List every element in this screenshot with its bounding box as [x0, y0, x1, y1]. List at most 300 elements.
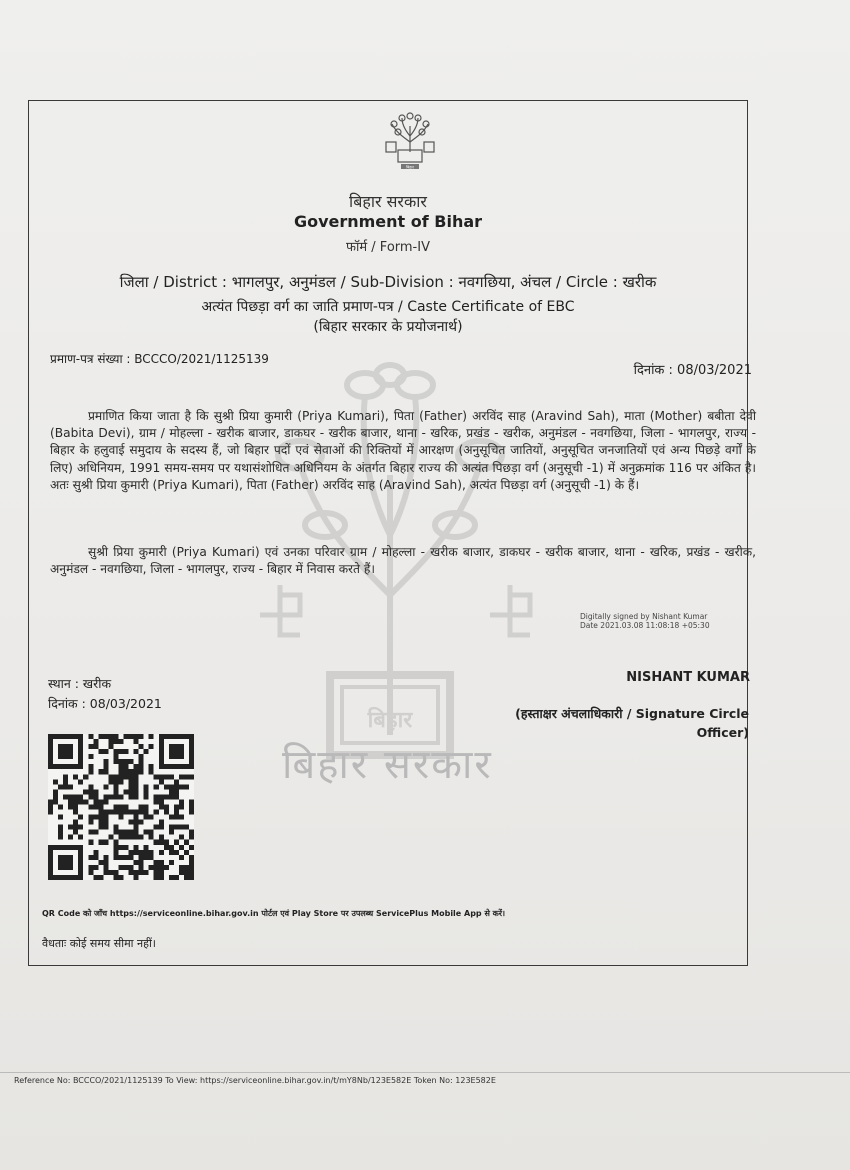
qr-module — [139, 865, 144, 870]
qr-module — [129, 870, 134, 875]
qr-module — [169, 794, 174, 799]
qr-module — [118, 830, 123, 835]
qr-module — [83, 799, 88, 804]
qr-module — [124, 769, 129, 774]
qr-module — [174, 850, 179, 855]
qr-module — [68, 804, 73, 809]
qr-module — [129, 855, 134, 860]
qr-module — [134, 774, 139, 779]
qr-module — [113, 845, 118, 850]
digital-signature-line2: Date 2021.03.08 11:08:18 +05:30 — [580, 621, 710, 630]
qr-module — [124, 835, 129, 840]
qr-module — [113, 825, 118, 830]
digital-signature-stamp — [580, 612, 710, 630]
qr-module — [134, 764, 139, 769]
qr-module — [139, 850, 144, 855]
qr-module — [139, 855, 144, 860]
place-label: स्थान : खरीक — [48, 676, 112, 691]
qr-module — [189, 830, 194, 835]
qr-module — [184, 825, 189, 830]
qr-module — [113, 870, 118, 875]
qr-module — [134, 769, 139, 774]
qr-code[interactable] — [48, 734, 194, 880]
qr-module — [154, 825, 159, 830]
qr-module — [118, 865, 123, 870]
qr-module — [159, 804, 164, 809]
qr-module — [73, 794, 78, 799]
qr-module — [174, 815, 179, 820]
qr-module — [129, 850, 134, 855]
qr-module — [124, 810, 129, 815]
reference-line: Reference No: BCCCO/2021/1125139 To View: https://serviceonline.bihar.gov.in/t/mY8Nb/123E582E Token No: 123E582E — [14, 1076, 496, 1085]
qr-module — [93, 804, 98, 809]
qr-module — [164, 794, 169, 799]
qr-module — [159, 779, 164, 784]
qr-module — [184, 865, 189, 870]
qr-module — [189, 799, 194, 804]
qr-module — [134, 875, 139, 880]
qr-module — [124, 855, 129, 860]
qr-module — [144, 784, 149, 789]
qr-module — [179, 865, 184, 870]
qr-module — [98, 825, 103, 830]
qr-module — [118, 835, 123, 840]
qr-module — [88, 794, 93, 799]
qr-module — [113, 774, 118, 779]
qr-module — [189, 860, 194, 865]
qr-module — [118, 815, 123, 820]
signer-designation: (हस्ताक्षर अंचलाधिकारी / Signature Circle Officer) — [515, 706, 749, 740]
qr-module — [144, 815, 149, 820]
qr-module — [113, 850, 118, 855]
qr-module — [164, 865, 169, 870]
qr-module — [48, 799, 53, 804]
qr-module — [134, 789, 139, 794]
qr-module — [93, 794, 98, 799]
qr-module — [88, 820, 93, 825]
qr-module — [144, 830, 149, 835]
qr-module — [88, 769, 93, 774]
qr-module — [118, 810, 123, 815]
qr-module — [98, 810, 103, 815]
qr-module — [113, 830, 118, 835]
qr-module — [103, 759, 108, 764]
qr-module — [118, 769, 123, 774]
qr-module — [129, 759, 134, 764]
qr-module — [78, 794, 83, 799]
qr-module — [58, 804, 63, 809]
qr-module — [118, 774, 123, 779]
footer-divider — [0, 1072, 850, 1073]
qr-module — [189, 845, 194, 850]
qr-module — [103, 734, 108, 739]
qr-module — [78, 779, 83, 784]
qr-module — [103, 810, 108, 815]
qr-module — [103, 749, 108, 754]
qr-module — [164, 804, 169, 809]
qr-module — [134, 734, 139, 739]
qr-module — [78, 825, 83, 830]
qr-module — [134, 779, 139, 784]
qr-module — [113, 754, 118, 759]
qr-module — [169, 850, 174, 855]
qr-module — [139, 769, 144, 774]
qr-module — [103, 769, 108, 774]
qr-module — [134, 825, 139, 830]
qr-module — [103, 764, 108, 769]
qr-module — [88, 855, 93, 860]
qr-module — [189, 855, 194, 860]
qr-module — [154, 870, 159, 875]
qr-module — [154, 774, 159, 779]
header-title-hindi: बिहार सरकार — [349, 192, 427, 211]
qr-module — [169, 789, 174, 794]
qr-module — [63, 774, 68, 779]
qr-module — [88, 865, 93, 870]
qr-module — [98, 815, 103, 820]
qr-module — [144, 855, 149, 860]
qr-module — [129, 794, 134, 799]
jurisdiction-line: जिला / District : भागलपुर, अनुमंडल / Sub-Division : नवगछिया, अंचल / Circle : खरीक — [119, 273, 657, 291]
qr-module — [83, 774, 88, 779]
qr-module — [164, 784, 169, 789]
qr-module — [174, 840, 179, 845]
qr-module — [154, 784, 159, 789]
place-date-block — [48, 674, 162, 714]
qr-module — [184, 850, 189, 855]
qr-module — [139, 870, 144, 875]
qr-module — [108, 734, 113, 739]
qr-module — [139, 754, 144, 759]
qr-module — [179, 784, 184, 789]
qr-module — [118, 749, 123, 754]
qr-module — [154, 875, 159, 880]
qr-module — [139, 860, 144, 865]
qr-module — [174, 779, 179, 784]
qr-module — [134, 820, 139, 825]
qr-module — [113, 779, 118, 784]
qr-module — [118, 739, 123, 744]
qr-module — [124, 774, 129, 779]
qr-module — [124, 734, 129, 739]
qr-module — [103, 860, 108, 865]
qr-module — [63, 794, 68, 799]
qr-module — [113, 855, 118, 860]
qr-module — [63, 784, 68, 789]
qr-module — [139, 744, 144, 749]
qr-module — [118, 779, 123, 784]
qr-module — [58, 825, 63, 830]
qr-module — [98, 840, 103, 845]
qr-module — [149, 769, 154, 774]
qr-module — [174, 875, 179, 880]
watermark-logo-text: बिहार — [367, 708, 413, 733]
qr-module — [93, 850, 98, 855]
emblem-caption: बिहार — [405, 164, 415, 170]
qr-module — [139, 810, 144, 815]
qr-module — [174, 794, 179, 799]
qr-module — [124, 749, 129, 754]
qr-module — [129, 774, 134, 779]
qr-module — [88, 870, 93, 875]
qr-module — [184, 870, 189, 875]
qr-module — [154, 860, 159, 865]
qr-module — [159, 865, 164, 870]
qr-module — [103, 825, 108, 830]
signer-name: NISHANT KUMAR — [626, 670, 750, 685]
qr-module — [144, 794, 149, 799]
qr-module — [179, 815, 184, 820]
qr-module — [98, 820, 103, 825]
qr-module — [58, 784, 63, 789]
qr-module — [184, 840, 189, 845]
qr-module — [139, 835, 144, 840]
qr-module — [129, 769, 134, 774]
qr-module — [124, 759, 129, 764]
qr-module — [139, 734, 144, 739]
qr-module — [189, 804, 194, 809]
qr-module — [134, 870, 139, 875]
qr-module — [113, 759, 118, 764]
qr-module — [88, 815, 93, 820]
qr-module — [139, 759, 144, 764]
qr-module — [179, 774, 184, 779]
qr-module — [169, 784, 174, 789]
qr-module — [103, 865, 108, 870]
qr-module — [124, 845, 129, 850]
qr-module — [113, 840, 118, 845]
qr-module — [189, 835, 194, 840]
qr-module — [93, 744, 98, 749]
qr-module — [189, 865, 194, 870]
qr-module — [73, 830, 78, 835]
qr-module — [159, 774, 164, 779]
residence-paragraph: सुश्री प्रिया कुमारी (Priya Kumari) एवं उनका परिवार ग्राम / मोहल्ला - खरीक बाजार, डाकघर - खरीक बाजार, थाना - खरिक, प्रखंड - खरीक, अनुमंडल - नवगछिया, जिला - भागलपुर, राज्य - बिहार में निवास करते हैं। — [50, 545, 756, 577]
qr-module — [154, 840, 159, 845]
qr-module — [139, 764, 144, 769]
qr-module — [93, 865, 98, 870]
qr-module — [63, 779, 68, 784]
qr-module — [113, 739, 118, 744]
qr-module — [169, 845, 174, 850]
certificate-number: प्रमाण-पत्र संख्या : BCCCO/2021/1125139 — [50, 352, 269, 366]
qr-module — [174, 789, 179, 794]
qr-module — [134, 830, 139, 835]
qr-module — [164, 774, 169, 779]
qr-module — [93, 799, 98, 804]
qr-module — [144, 870, 149, 875]
qr-module — [88, 784, 93, 789]
qr-module — [164, 840, 169, 845]
qr-module — [169, 875, 174, 880]
qr-module — [73, 810, 78, 815]
qr-module — [159, 799, 164, 804]
qr-module — [149, 744, 154, 749]
qr-module — [144, 789, 149, 794]
qr-module — [134, 850, 139, 855]
qr-module — [179, 804, 184, 809]
qr-module — [129, 810, 134, 815]
header-title-english: Government of Bihar — [293, 212, 483, 231]
qr-module — [189, 875, 194, 880]
qr-module — [98, 749, 103, 754]
qr-module — [169, 860, 174, 865]
qr-module — [103, 799, 108, 804]
issue-date-label: दिनांक : 08/03/2021 — [48, 696, 162, 711]
qr-module — [88, 754, 93, 759]
qr-module — [144, 749, 149, 754]
qr-module — [149, 815, 154, 820]
qr-module — [118, 804, 123, 809]
qr-module — [159, 835, 164, 840]
qr-module — [68, 794, 73, 799]
qr-module — [68, 799, 73, 804]
qr-module — [98, 799, 103, 804]
qr-module — [58, 815, 63, 820]
qr-module — [113, 810, 118, 815]
qr-module — [108, 739, 113, 744]
qr-module — [48, 804, 53, 809]
qr-module — [169, 815, 174, 820]
qr-module — [174, 784, 179, 789]
qr-module — [134, 739, 139, 744]
qr-module — [159, 794, 164, 799]
qr-module — [58, 830, 63, 835]
qr-module — [68, 784, 73, 789]
qr-module — [134, 784, 139, 789]
qr-module — [108, 774, 113, 779]
qr-module — [108, 835, 113, 840]
qr-module — [108, 810, 113, 815]
qr-module — [129, 820, 134, 825]
qr-module — [179, 870, 184, 875]
qr-module — [144, 810, 149, 815]
qr-module — [179, 845, 184, 850]
qr-module — [179, 825, 184, 830]
qr-module — [88, 840, 93, 845]
qr-module — [78, 815, 83, 820]
qr-module — [129, 734, 134, 739]
qr-module — [154, 865, 159, 870]
qr-module — [98, 769, 103, 774]
qr-module — [53, 779, 58, 784]
certification-paragraph: प्रमाणित किया जाता है कि सुश्री प्रिया कुमारी (Priya Kumari), पिता (Father) अरविंद साह (Aravind Sah), माता (Mother) बबीता देवी (Babita Devi), ग्राम / मोहल्ला - खरीक बाजार, डाकघर - खरीक बाजार, थाना - खरिक, प्रखंड - खरीक, अनुमंडल - नवगछिया, जिला - भागलपुर, राज्य - बिहार के हलुवाई समुदाय के सदस्य हैं, जो बिहार पदों एवं सेवाओं की रिक्तियों में आरक्षण (अनुसूचित जातियों, अनुसूचित जनजातियों एवं अन्य पिछड़े वर्गों के लिए) अधिनियम, 1991 समय-समय पर यथासंशोधित अधिनियम के अंतर्गत बिहार राज्य की अत्यंत पिछड़ा वर्ग (अनुसूची -1) में अनुक्रमांक 116 पर अंकित है। अतः सुश्री प्रिया कुमारी (Priya Kumari), पिता (Father) अरविंद साह (Aravind Sah), अत्यंत पिछड़ा वर्ग (अनुसूची -1) के हैं। — [50, 409, 756, 492]
qr-module — [189, 870, 194, 875]
watermark-text: बिहार सरकार — [282, 742, 493, 788]
qr-module — [108, 794, 113, 799]
qr-module — [103, 815, 108, 820]
qr-module — [184, 875, 189, 880]
qr-module — [108, 870, 113, 875]
qr-module — [129, 779, 134, 784]
qr-module — [78, 835, 83, 840]
qr-module — [118, 855, 123, 860]
qr-module — [159, 825, 164, 830]
qr-module — [134, 835, 139, 840]
qr-module — [108, 779, 113, 784]
qr-module — [124, 865, 129, 870]
qr-module — [73, 804, 78, 809]
qr-module — [154, 799, 159, 804]
qr-module — [88, 744, 93, 749]
qr-module — [78, 799, 83, 804]
qr-module — [93, 830, 98, 835]
qr-module — [48, 810, 53, 815]
qr-module — [98, 734, 103, 739]
qr-module — [164, 845, 169, 850]
qr-module — [179, 835, 184, 840]
qr-module — [103, 855, 108, 860]
qr-module — [73, 774, 78, 779]
qr-module — [129, 784, 134, 789]
qr-module — [118, 764, 123, 769]
bihar-emblem-icon — [380, 112, 440, 170]
qr-module — [159, 840, 164, 845]
qr-module — [159, 875, 164, 880]
qr-module — [124, 764, 129, 769]
qr-module — [68, 825, 73, 830]
qr-module — [164, 810, 169, 815]
qr-module — [129, 830, 134, 835]
qr-module — [159, 870, 164, 875]
qr-module — [134, 749, 139, 754]
qr-module — [189, 774, 194, 779]
qr-module — [98, 860, 103, 865]
qr-module — [139, 820, 144, 825]
qr-verification-note: QR Code को जाँच https://serviceonline.bihar.gov.in पोर्टल एवं Play Store पर उपलब्ध ServicePlus Mobile App से करें। — [42, 909, 506, 918]
qr-module — [98, 804, 103, 809]
qr-module — [93, 815, 98, 820]
qr-module — [149, 835, 154, 840]
qr-module — [124, 804, 129, 809]
qr-module — [154, 810, 159, 815]
qr-module — [149, 764, 154, 769]
qr-module — [73, 825, 78, 830]
qr-module — [134, 815, 139, 820]
qr-module — [53, 799, 58, 804]
qr-module — [149, 855, 154, 860]
qr-module — [113, 734, 118, 739]
qr-module — [154, 794, 159, 799]
qr-module — [73, 820, 78, 825]
qr-module — [93, 739, 98, 744]
qr-module — [174, 810, 179, 815]
qr-module — [113, 794, 118, 799]
qr-module — [134, 860, 139, 865]
qr-module — [184, 774, 189, 779]
qr-module — [179, 799, 184, 804]
qr-module — [113, 875, 118, 880]
qr-module — [103, 820, 108, 825]
qr-module — [169, 825, 174, 830]
qr-module — [113, 749, 118, 754]
qr-module — [53, 789, 58, 794]
qr-module — [134, 845, 139, 850]
qr-module — [113, 804, 118, 809]
qr-module — [124, 789, 129, 794]
qr-module — [129, 789, 134, 794]
qr-module — [149, 850, 154, 855]
qr-module — [68, 835, 73, 840]
qr-module — [118, 794, 123, 799]
qr-module — [149, 865, 154, 870]
qr-module — [149, 830, 154, 835]
qr-module — [144, 845, 149, 850]
validity-note: वैधताः कोई समय सीमा नहीं। — [42, 937, 156, 950]
qr-module — [144, 804, 149, 809]
qr-module — [118, 759, 123, 764]
qr-module — [129, 865, 134, 870]
